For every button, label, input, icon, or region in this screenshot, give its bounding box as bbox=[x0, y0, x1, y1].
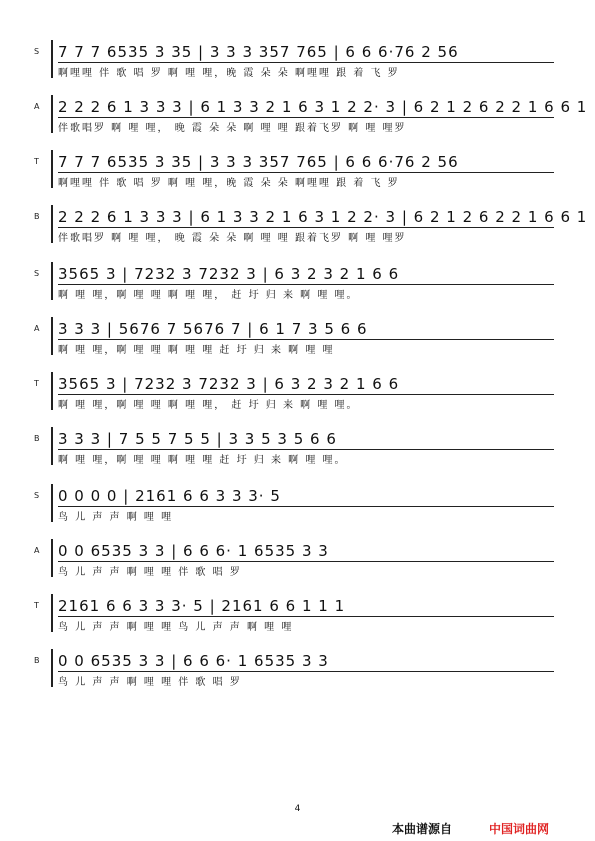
bracket-line bbox=[51, 205, 53, 243]
bracket-line bbox=[51, 427, 53, 465]
part-bass bbox=[34, 427, 554, 465]
bracket-line bbox=[51, 317, 53, 355]
notation-line: 3 3 3 | 7 5 5 7 5 5 | 3 3 5 3 5 6 6 bbox=[58, 430, 554, 450]
part-soprano bbox=[34, 40, 554, 78]
lyrics-line: 伴歌唱罗 啊 哩 哩， 晚 霞 朵 朵 啊 哩 哩 跟着飞罗 啊 哩 哩罗 bbox=[58, 233, 407, 244]
bracket-line bbox=[51, 262, 53, 300]
bracket-line bbox=[51, 95, 53, 133]
voice-label: B bbox=[34, 434, 40, 443]
lyrics-line: 啊哩哩 伴 歌 唱 罗 啊 哩 哩，晚 霞 朵 朵 啊哩哩 跟 着 飞 罗 bbox=[58, 178, 400, 189]
voice-label: S bbox=[34, 47, 40, 56]
site-name: 中国词曲网 bbox=[489, 822, 550, 836]
source-caption: 本曲谱源自 bbox=[392, 822, 453, 836]
voice-label: B bbox=[34, 212, 40, 221]
voice-label: B bbox=[34, 656, 40, 665]
bracket-line bbox=[51, 40, 53, 78]
voice-label: A bbox=[34, 102, 40, 111]
voice-label: T bbox=[34, 601, 39, 610]
notation-line: 0 0 6535 3 3 | 6 6 6· 1 6535 3 3 bbox=[58, 652, 554, 672]
part-tenor bbox=[34, 594, 554, 632]
lyrics-line: 鸟 儿 声 声 啊 哩 哩 伴 歌 唱 罗 bbox=[58, 567, 242, 578]
part-alto bbox=[34, 95, 588, 134]
part-soprano bbox=[34, 262, 554, 300]
part-soprano bbox=[34, 484, 554, 522]
bracket-line bbox=[51, 594, 53, 632]
part-bass bbox=[34, 205, 588, 244]
lyrics-line: 啊 哩 哩，啊 哩 哩 啊 哩 哩 赶 圩 归 来 啊 哩 哩 bbox=[58, 345, 335, 356]
notation-line: 3565 3 | 7232 3 7232 3 | 6 3 2 3 2 1 6 6 bbox=[58, 265, 554, 285]
lyrics-line: 啊 哩 哩，啊 哩 哩 啊 哩 哩 赶 圩 归 来 啊 哩 哩。 bbox=[58, 455, 347, 466]
voice-label: S bbox=[34, 491, 40, 500]
voice-label: A bbox=[34, 546, 40, 555]
notation-line: 3 3 3 | 5676 7 5676 7 | 6 1 7 3 5 6 6 bbox=[58, 320, 554, 340]
lyrics-line: 啊 哩 哩，啊 哩 哩 啊 哩 哩， 赶 圩 归 来 啊 哩 哩。 bbox=[58, 400, 359, 411]
lyrics-line: 伴歌唱罗 啊 哩 哩， 晚 霞 朵 朵 啊 哩 哩 跟着飞罗 啊 哩 哩罗 bbox=[58, 123, 407, 134]
lyrics-line: 鸟 儿 声 声 啊 哩 哩 伴 歌 唱 罗 bbox=[58, 677, 242, 688]
part-tenor bbox=[34, 150, 554, 188]
lyrics-line: 啊 哩 哩，啊 哩 哩 啊 哩 哩， 赶 圩 归 来 啊 哩 哩。 bbox=[58, 290, 359, 301]
notation-line: 0 0 0 0 | 2161 6 6 3 3 3· 5 bbox=[58, 487, 554, 507]
bracket-line bbox=[51, 649, 53, 687]
bracket-line bbox=[51, 372, 53, 410]
lyrics-line: 鸟 儿 声 声 啊 哩 哩 bbox=[58, 512, 174, 523]
notation-line: 7 7 7 6535 3 35 | 3 3 3 357 765 | 6 6 6·76 2 56 bbox=[58, 153, 554, 173]
notation-line: 2161 6 6 3 3 3· 5 | 2161 6 6 1 1 1 bbox=[58, 597, 554, 617]
voice-label: T bbox=[34, 157, 39, 166]
lyrics-line: 啊哩哩 伴 歌 唱 罗 啊 哩 哩，晚 霞 朵 朵 啊哩哩 跟 着 飞 罗 bbox=[58, 68, 400, 79]
notation-line: 7 7 7 6535 3 35 | 3 3 3 357 765 | 6 6 6·76 2 56 bbox=[58, 43, 554, 63]
notation-line: 3565 3 | 7232 3 7232 3 | 6 3 2 3 2 1 6 6 bbox=[58, 375, 554, 395]
bracket-line bbox=[51, 150, 53, 188]
voice-label: A bbox=[34, 324, 40, 333]
bracket-line bbox=[51, 539, 53, 577]
voice-label: T bbox=[34, 379, 39, 388]
part-bass bbox=[34, 649, 554, 687]
voice-label: S bbox=[34, 269, 40, 278]
part-alto bbox=[34, 539, 554, 577]
part-alto bbox=[34, 317, 554, 355]
part-tenor bbox=[34, 372, 554, 410]
lyrics-line: 鸟 儿 声 声 啊 哩 哩 鸟 儿 声 声 啊 哩 哩 bbox=[58, 622, 294, 633]
notation-line: 2 2 2 6 1 3 3 3 | 6 1 3 3 2 1 6 3 1 2 2· 3 | 6 2 1 2 6 2 2 1 6 6 1 bbox=[58, 98, 588, 116]
notation-line: 0 0 6535 3 3 | 6 6 6· 1 6535 3 3 bbox=[58, 542, 554, 562]
bracket-line bbox=[51, 484, 53, 522]
page-number: 4 bbox=[294, 804, 301, 814]
notation-line: 2 2 2 6 1 3 3 3 | 6 1 3 3 2 1 6 3 1 2 2· 3 | 6 2 1 2 6 2 2 1 6 6 1 bbox=[58, 208, 588, 226]
